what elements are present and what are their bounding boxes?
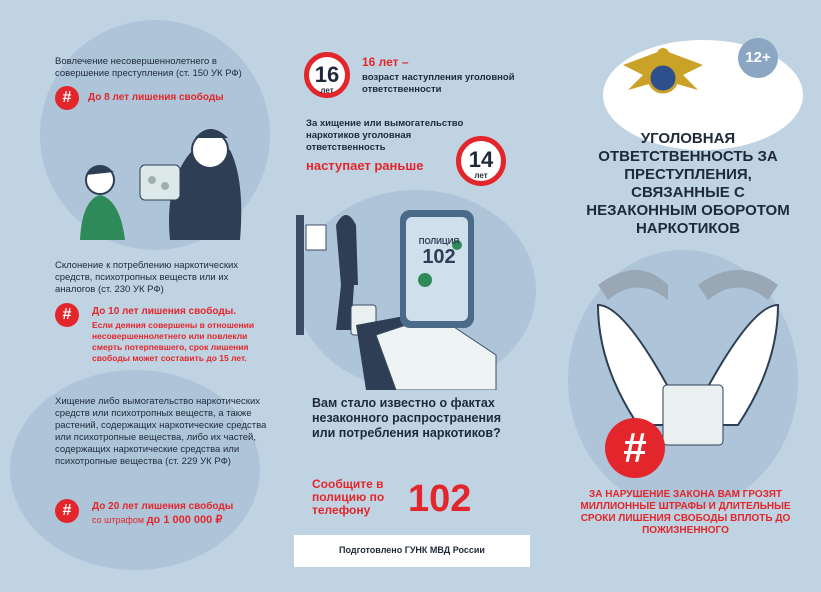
item2-text: Склонение к потреблению наркотических средств, психотропных веществ или их аналогов (ст. 230 УК РФ): [55, 260, 239, 295]
age16-text: возраст наступления уголовной ответственности: [362, 72, 515, 95]
age16-title: 16 лет –: [362, 55, 409, 69]
call-text: Сообщите в полицию по телефону: [312, 477, 385, 517]
age16-unit: лет: [320, 86, 334, 95]
item3-fine-amount: до 1 000 000 ₽: [146, 514, 223, 526]
hashtag-icon: #: [55, 499, 79, 523]
left-panel: [0, 0, 276, 592]
item1-text: Вовлечение несовершеннолетнего в совершение преступления (ст. 150 УК РФ): [55, 56, 242, 79]
item3-fine-prefix: со штрафом: [92, 515, 145, 525]
item3-text: Хищение либо вымогательство наркотических средств или психотропных веществ, а также растений, содержащих наркотические средства или психотропные вещества, либо их частей, содержащих наркотические средства или психотропные вещества (ст. 229 УК РФ): [55, 396, 267, 467]
age16-circle: [304, 52, 350, 98]
age14-number: 14: [468, 147, 494, 172]
age-rating-badge: 12+: [738, 38, 778, 78]
middle-panel: [276, 0, 548, 592]
item2-note: Если деяния совершены в отношении несовершеннолетнего или повлекли смерть потерпевшего, срок лишения свободы может составить до 15 лет.: [92, 320, 255, 363]
right-panel: [548, 0, 821, 592]
phone-label: ПОЛИЦИЯ: [418, 237, 460, 246]
age14-circle: [456, 136, 506, 186]
hashtag-icon: #: [605, 418, 665, 478]
item1-penalty: До 8 лет лишения свободы: [88, 92, 224, 103]
item3-fine: [92, 515, 222, 526]
item2-penalty: До 10 лет лишения свободы.: [92, 306, 237, 317]
hashtag-icon: #: [55, 86, 79, 110]
question-text: Вам стало известно о фактах незаконного распространения или потребления наркотиков?: [312, 396, 502, 440]
mvd-emblem-icon: [613, 40, 713, 110]
age14-highlight: наступает раньше: [306, 158, 424, 173]
age14-unit: лет: [474, 171, 488, 180]
poster-title: УГОЛОВНАЯ ОТВЕТСТВЕННОСТЬ ЗА ПРЕСТУПЛЕНИЯ, СВЯЗАННЫЕ С НЕЗАКОННЫМ ОБОРОТОМ НАРКОТИКОВ: [586, 130, 790, 237]
phone-screen-number: 102: [422, 246, 456, 268]
child-and-adult-illustration: [70, 120, 260, 240]
footer-credit: Подготовлено ГУНК МВД России: [294, 535, 530, 567]
warning-text: ЗА НАРУШЕНИЕ ЗАКОНА ВАМ ГРОЗЯТ МИЛЛИОННЫЕ ШТРАФЫ И ДЛИТЕЛЬНЫЕ СРОКИ ЛИШЕНИЯ СВОБОДЫ ВПЛОТЬ ДО ПОЖИЗНЕННОГО: [580, 489, 791, 536]
age16-number: 16: [314, 62, 340, 87]
age14-text: За хищение или вымогательство наркотиков уголовная ответственность: [306, 118, 464, 153]
call-number: 102: [408, 478, 472, 520]
phone-in-hand-illustration: [296, 205, 526, 390]
hashtag-icon: #: [55, 303, 79, 327]
item3-penalty: До 20 лет лишения свободы: [92, 501, 234, 512]
